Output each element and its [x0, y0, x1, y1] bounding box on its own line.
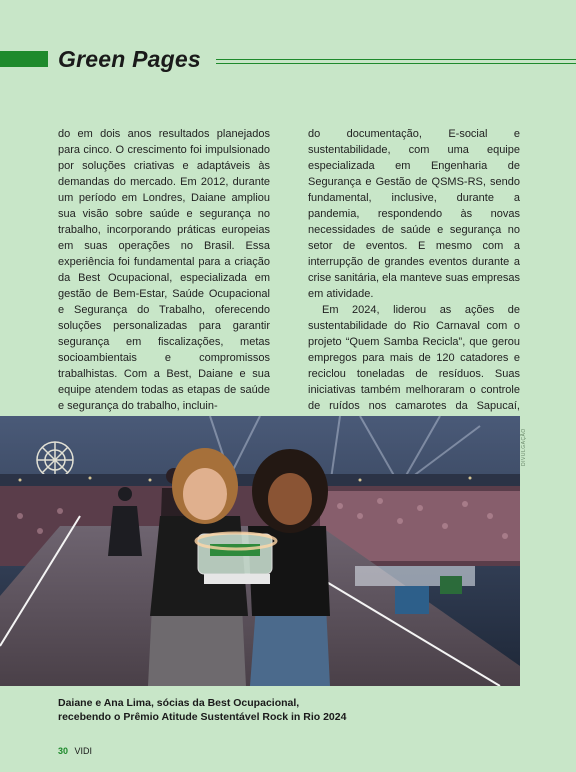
page-number: 30 [58, 746, 69, 756]
ferris-wheel-icon [37, 442, 73, 478]
magazine-name: VIDI [74, 746, 93, 756]
page-footer [58, 746, 92, 756]
photo-caption [58, 696, 518, 724]
paragraph: do documentação, E-social e sustentabilidade, com uma equipe especializada em Engenharia de Segurança e Gestão de QSMS-RS, sendo fundamental, inclusive, durante a pandemia, respondendo às novas necessidades de saúde e segurança no setor de eventos. E mesmo com a interrupção de grandes eventos durante a crise sanitária, ela manteve suas empresas em atividade. [308, 128, 520, 300]
header-rule-lines [216, 59, 576, 67]
section-header [0, 44, 576, 76]
photo-credit: DIVULGAÇÃO [521, 428, 527, 466]
event-photo [0, 416, 520, 686]
section-title: Green Pages [58, 46, 201, 72]
paragraph: do em dois anos resultados planejados para cinco. O crescimento foi impulsionado por soluções criativas e adaptáveis às demandas do mercado. Em 2012, durante um período em Londres, Daiane ampliou sua visão sobre saúde e segurança no trabalho, incorporando práticas europeias em suas operações no Brasil. Essa experiência foi fundamental para a criação da Best Ocupacional, especializada em gestão de Bem-Estar, Saúde Ocupacional e Segurança do Trabalho, oferecendo soluções personalizadas para garantir segurança em fiscalizações, metas socioambientais e compromissos trabalhistas. Com a Best, Daiane e sua equipe atendem todas as etapas de saúde e segurança do trabalho, incluin- [58, 128, 270, 412]
trophy-icon [196, 533, 276, 584]
article-column-left [58, 126, 270, 414]
photo-illustration [0, 416, 520, 686]
article-column-right [308, 126, 520, 430]
caption-line: recebendo o Prêmio Atitude Sustentável Rock in Rio 2024 [58, 711, 347, 723]
paragraph: Em 2024, liderou as ações de sustentabilidade do Rio Carnaval com o projeto “Quem Samba Recicla”, que gerou empregos para mais de 120 catadores e reciclou toneladas de resíduos. Suas iniciativas também melhoraram o controle de ruídos nos camarotes da Sapucaí, [308, 304, 520, 412]
caption-line: Daiane e Ana Lima, sócias da Best Ocupacional, [58, 697, 300, 709]
header-green-block [0, 51, 48, 67]
